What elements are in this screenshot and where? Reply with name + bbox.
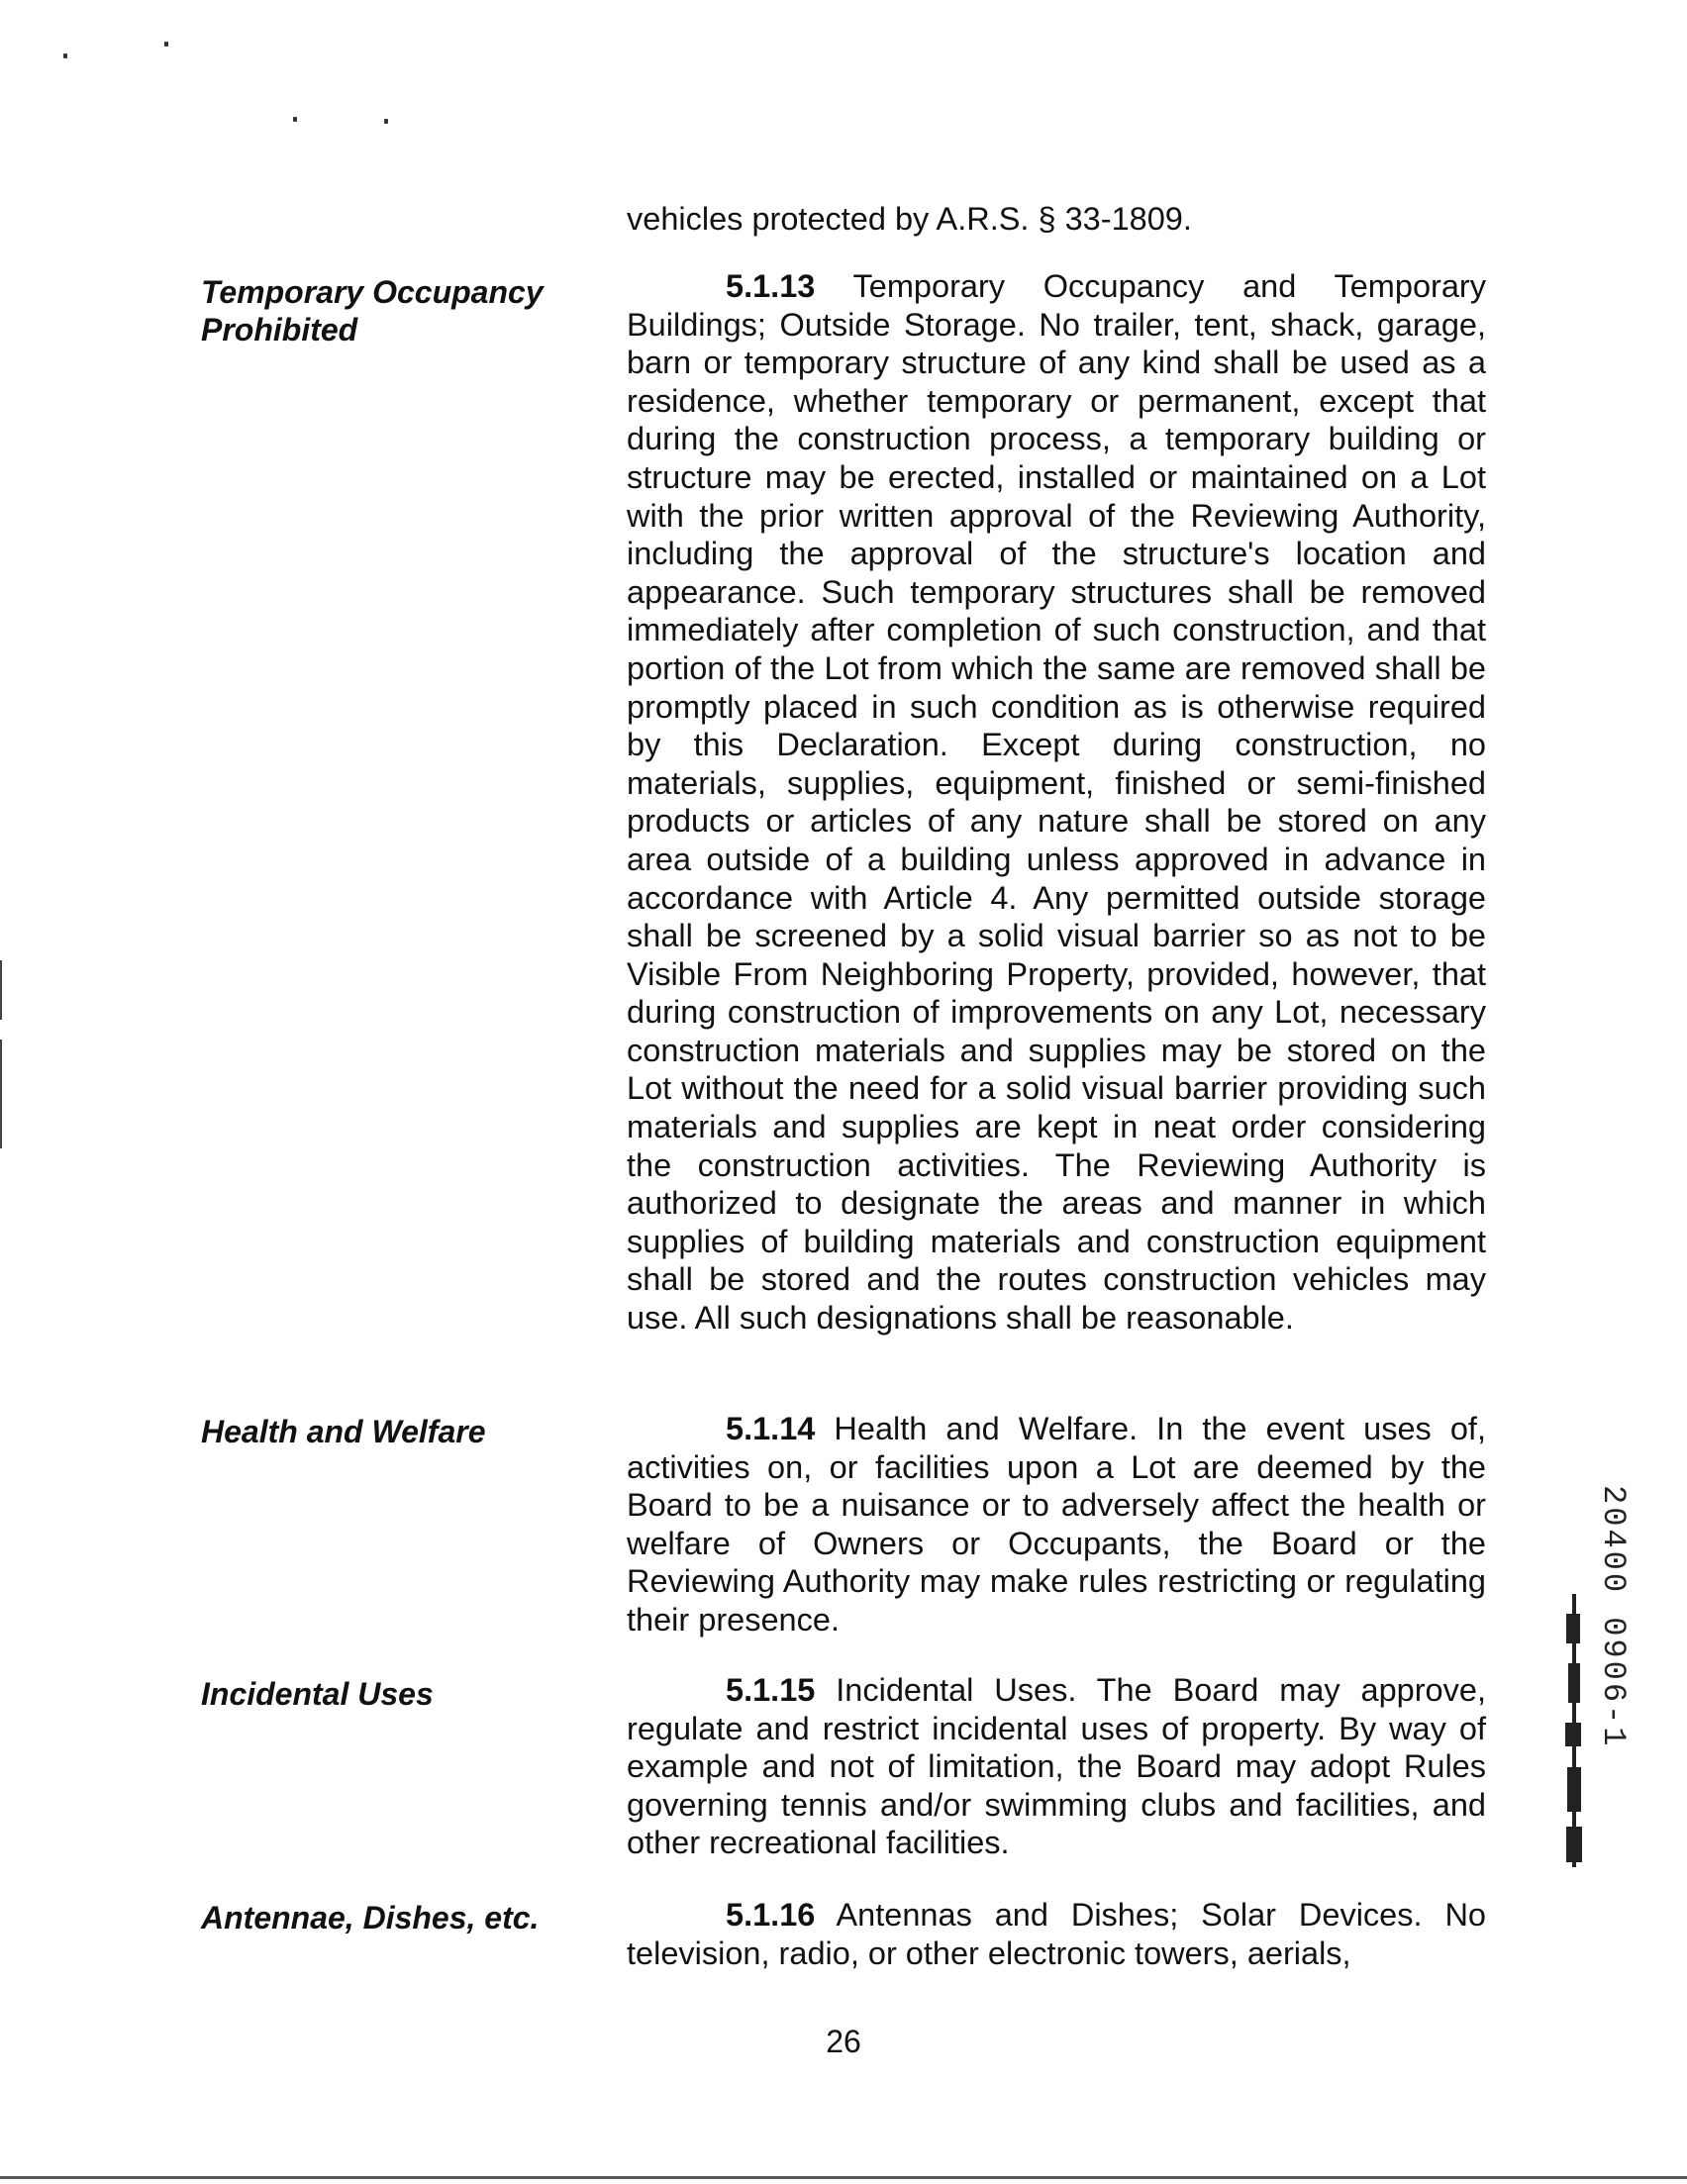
barcode-bar <box>1565 1723 1581 1746</box>
section-text: Health and Welfare. In the event uses of, activities on, or facilities upon a Lot are deemed by the Board to be a nuisance or to adversely affect the health or welfare of Owners or Occupants, the Board or the Reviewing Authority may make rules restricting or regulating their presence. <box>627 1411 1486 1638</box>
scan-speck <box>164 42 168 47</box>
side-heading-text: Antennae, Dishes, etc. <box>201 1900 540 1936</box>
side-heading-text: Temporary Occupancy Prohibited <box>201 274 544 347</box>
barcode-bar <box>1566 1827 1582 1862</box>
side-heading-health-welfare <box>201 1413 597 1450</box>
side-heading-temporary-occupancy <box>201 273 577 348</box>
section-number: 5.1.15 <box>726 1672 816 1708</box>
section-text: Incidental Uses. The Board may approve, regulate and restrict incidental uses of property. By way of example and not of limitation, the Board may adopt Rules governing tennis and/or swimming clubs and facilities, and other recreational facilities. <box>627 1672 1486 1861</box>
page-number: 26 <box>826 2024 861 2059</box>
side-heading-text: Health and Welfare <box>201 1414 486 1449</box>
section-number: 5.1.16 <box>726 1897 816 1933</box>
scan-edge-line <box>0 960 2 1020</box>
page-bottom-edge <box>0 2176 1687 2179</box>
section-paragraph-5-1-15 <box>627 1671 1486 1862</box>
recording-number-stamp: 20400 0906-1 <box>1595 1485 1632 1749</box>
scan-speck <box>384 119 388 124</box>
barcode-bar <box>1568 1663 1580 1703</box>
section-number: 5.1.14 <box>726 1411 816 1446</box>
section-paragraph-5-1-13 <box>627 267 1486 1338</box>
section-paragraph-5-1-14 <box>627 1410 1486 1639</box>
continuation-text: vehicles protected by A.R.S. § 33-1809. <box>627 201 1192 237</box>
side-heading-incidental-uses <box>201 1675 597 1713</box>
section-number: 5.1.13 <box>726 268 816 304</box>
section-text: Temporary Occupancy and Temporary Buildings; Outside Storage. No trailer, tent, shack, garage, barn or temporary structure of any kind shall be used as a residence, whether temporary or permanent, except that during the construction process, a temporary building or structure may be erected, installed or maintained on a Lot with the prior written approval of the Reviewing Authority, including the approval of the structure's location and appearance. Such temporary structures shall be removed immediately after completion of such construction, and that portion of the Lot from which the same are removed shall be promptly placed in such condition as is otherwise required by this Declaration. Except during construction, no materials, supplies, equipment, finished or semi-finished products or articles of any nature shall be stored on any area outside of a building unless approved in advance in accordance with Article 4. Any permitted outside storage shall be screened by a solid visual barrier so as not to be Visible From Neighboring Property, provided, however, that during construction of improvements on any Lot, necessary construction materials and supplies may be stored on the Lot without the need for a solid visual barrier providing such materials and supplies are kept in neat order considering the construction activities. The Reviewing Authority is authorized to designate the areas and manner in which supplies of building materials and construction equipment shall be stored and the routes construction vehicles may use. All such designations shall be reasonable. <box>627 268 1486 1337</box>
barcode-bar <box>1567 1767 1581 1812</box>
scan-speck <box>293 117 297 122</box>
side-heading-antennae <box>201 1899 597 1936</box>
scan-speck <box>63 53 67 58</box>
side-heading-text: Incidental Uses <box>201 1676 434 1712</box>
section-text: Antennas and Dishes; Solar Devices. No television, radio, or other electronic towers, aerials, <box>627 1897 1486 1971</box>
section-paragraph-5-1-16 <box>627 1896 1486 1972</box>
barcode-mark <box>1564 1594 1586 1867</box>
scan-edge-line <box>0 1040 2 1148</box>
barcode-bar <box>1566 1614 1580 1643</box>
